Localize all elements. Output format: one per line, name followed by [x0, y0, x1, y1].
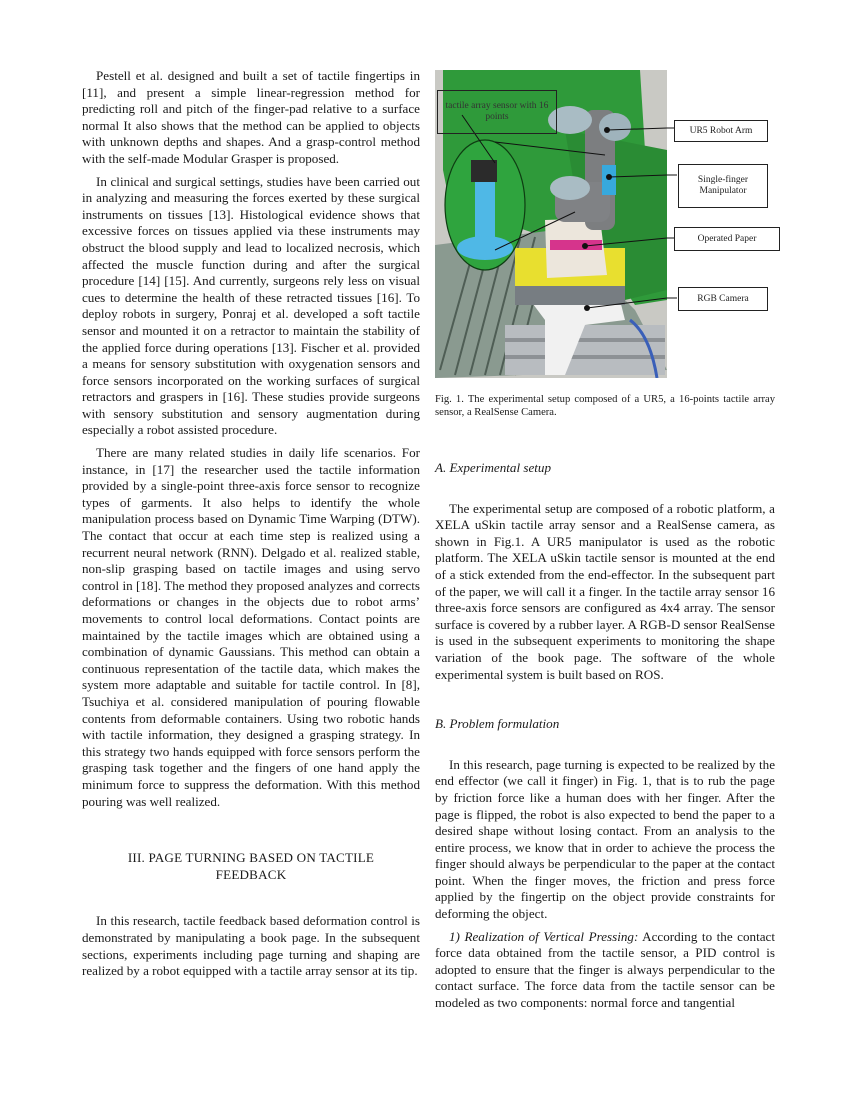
label-rgb-camera: RGB Camera [678, 287, 768, 311]
paragraph-vertical-pressing-body: According to the contact force data obtained from the tactile sensor, a PID control is adopted to ensure that the finger is always perpendicular to the contact surface. The force data from the tactile sensor can be modeled as two components: normal force and tangential [435, 928, 775, 1011]
paragraph-section-intro: In this research, tactile feedback based deformation control is demonstrated by manipulating a book page. In the subsequent sections, experiments including page turning and shaping are realized by a robot equipped with a tactile array sensor at its tip. [82, 913, 420, 979]
left-column [82, 68, 420, 986]
paragraph-clinical: In clinical and surgical settings, studies have been carried out in analyzing and measuring the forces exerted by these surgical instruments on tissues [13]. Histological evidence shows that excessive forces on tissues applied via these instruments may obstruct the blood supply and lead to localized necrosis, which affected the muscle function during and after the surgical procedure [14] [15]. And currently, surgeons rely less on visual cues to determine the health of these retracted tissues [16]. To deploy robots in surgery, Ponraj et al. developed a soft tactile sensor and mounted it on a retractor to maintain the stability of the applied force during operations [13]. Fischer et al. provided a means for sensory substitution with oxygenation sensors and force sensors incorporated on the working surfaces of surgical retractors and graspers in [16]. These studies provide surgeons with sensory substitution and sensory augmentation during especially a robot assisted procedure. [82, 173, 420, 438]
label-arrows [667, 125, 677, 305]
label-operated-paper: Operated Paper [674, 227, 780, 251]
section-heading-line2: FEEDBACK [215, 866, 287, 882]
section-heading-iii [82, 850, 420, 883]
paragraph-vertical-pressing [435, 929, 775, 1012]
subsection-a-heading: A. Experimental setup [435, 460, 551, 475]
paragraph-experimental-setup: The experimental setup are composed of a robotic platform, a XELA uSkin tactile array sensor and a RealSense camera, as shown in Fig.1. A UR5 manipulator is used as the robotic platform. The XELA uSkin tactile sensor is mounted at the end of a stick extended from the end-effector. In the subsequent part of the paper, we will call it a finger. In the tactile array sensor 16 three-axis force sensors are configured as 4x4 array. The sensor surface is covered by a rubber layer. A RGB-D sensor RealSense is used in the subsequent experiments to monitoring the shape variation of the book page. The software of the whole experimental system is built based on ROS. [435, 500, 775, 682]
paragraph-daily-life: There are many related studies in daily life scenarios. For instance, in [17] the researcher used the tactile information provided by a single-point three-axis force sensor to recognize types of garments. It also helps to identify the whole manipulation process based on Dynamic Time Warping (DTW). The contact that occur at each time step is realized using a recurrent neural network (RNN). Delgado et al. realized stable, non-slip grasping based on tactile images and using servo control in [18]. The method they proposed analyzes and corrects deformations or changes in the objects due to robot arms’ movements to control local deformations. Contact points are maintained by the tactile images which are obtained using a combination of dynamic Gaussians. This method can obtain a continuous representation of the tactile data, which makes the system more adaptable and suitable for tactile control. In [8], Tsuchiya et al. considered manipulation of pouring flowable contents from deformable containers. Using two robotic hands with tactile information, they designed a grasping strategy. In this strategy two hands equipped with force sensors perform the grasping task together and the fingers of one hand apply the minimum force to suppress the deformation. With this method pouring was well realized. [82, 445, 420, 809]
paragraph-problem-formulation: In this research, page turning is expected to be realized by the end effector (we call it finger) in Fig. 1, that is to rub the page by friction force like a human does with her finger. After the page is flipped, the robot is also expected to bend the paper to a desired shape without losing contact. From an analysis to the entire process, we know that in order to achieve the process the finger should always be perpendicular to the paper at the contact point. When the finger moves, the friction and press force applied by the fingertip on the object provide constraints for deforming the object. [435, 756, 775, 922]
right-column [435, 460, 775, 1018]
label-single-finger-manipulator: Single-finger Manipulator [678, 164, 768, 208]
section-heading-line1: III. PAGE TURNING BASED ON TACTILE [127, 850, 375, 866]
label-tactile-array-sensor: tactile array sensor with 16 points [437, 90, 557, 134]
paragraph-pestell: Pestell et al. designed and built a set of tactile fingertips in [11], and present a simple linear-regression method for predicting roll and pitch of the finger-pad relative to a surface normal It also shows that the method can be applied to objects with unknown depths and shapes. And a grasp-control method with the self-made Modular Grasper is proposed. [82, 68, 420, 166]
paragraph-vertical-pressing-head: 1) Realization of Vertical Pressing: [449, 928, 639, 944]
figure-caption: Fig. 1. The experimental setup composed of a UR5, a 16-points tactile array sensor, a RealSense Camera. [435, 394, 775, 419]
label-ur5-robot-arm: UR5 Robot Arm [674, 120, 768, 142]
subsection-b-heading: B. Problem formulation [435, 716, 560, 732]
